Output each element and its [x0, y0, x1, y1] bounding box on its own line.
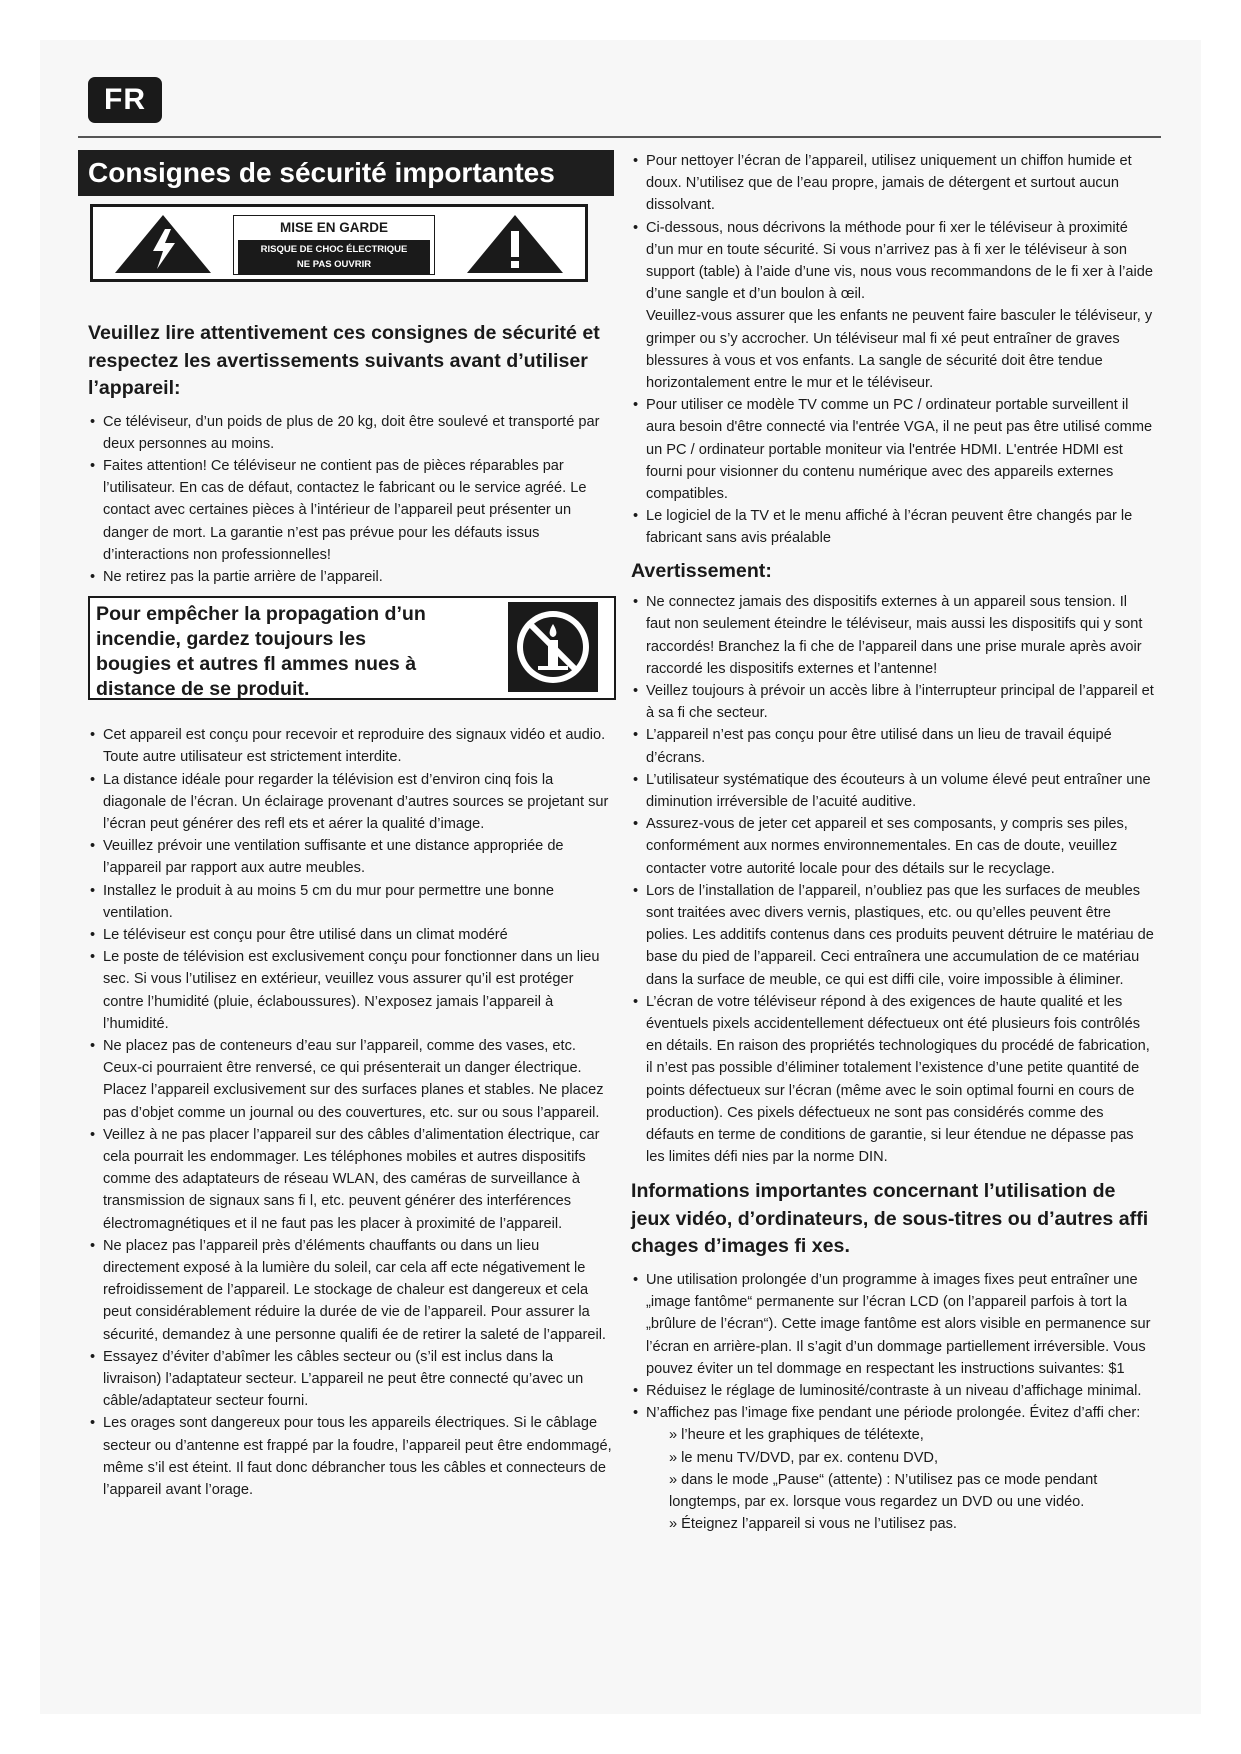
caution-text: [238, 240, 430, 274]
list-item: • Installez le produit à au moins 5 cm du mur pour permettre une bonne ventilation.: [88, 880, 615, 924]
list-item-text-extra: Veuillez-vous assurer que les enfants ne peuvent faire basculer le téléviseur, y grimper ou s’y accrocher. Un téléviseur mal fi xé peut entraîner de graves blessures à vous et vos enfants. La sangle de sécurité doit être tendue horizontalement entre le mur et le téléviseur.: [646, 308, 1153, 392]
sub-item: » dans le mode „Pause“ (attente) : N’utilisez pas ce mode pendant longtemps, par ex. lorsque vous regardez un DVD ou une vidéo.: [669, 1471, 1098, 1510]
info-sublist: [631, 1424, 1155, 1535]
list-item: • Essayez d’éviter d’abîmer les câbles secteur ou (s’il est inclus dans la livraison) l’adaptateur secteur. L’appareil ne peut être connecté qu’avec un câble/adaptateur secteur fourni.: [88, 1346, 615, 1413]
list-item: • Ne retirez pas la partie arrière de l’appareil.: [88, 566, 615, 588]
list-item: • Ne placez pas l’appareil près d’éléments chauffants ou dans un lieu directement exposé à la lumière du soleil, car cela aff ecte négativement le refroidissement de l’appareil. Le stockage de chaleur est dangereux et cela peut considérablement réduire la durée de vie de l’appareil. Pour assurer la sécurité, demandez à une personne qualifi ée de retirer la saleté de l’appareil.: [88, 1235, 615, 1346]
caution-line-2: NE PAS OUVRIR: [296, 259, 372, 270]
caution-line-1: RISQUE DE CHOC ÉLECTRIQUE: [260, 244, 408, 255]
right-column: [631, 150, 1155, 1535]
candle-notice-text: Pour empêcher la propagation d’un incendie, gardez toujours les bougies et autres fl ammes nues à distance de se produit.: [96, 603, 426, 701]
page-title: Consignes de sécurité importantes: [78, 150, 614, 196]
list-item: • Faites attention! Ce téléviseur ne contient pas de pièces réparables par l’utilisateur. En cas de défaut, contactez le fabricant ou le service agréé. Le contact avec certaines pièces à l’intérieur de l’appareil peut présenter un danger de mort. La garantie n’est pas prévue pour les défauts issus d’interactions non professionnelles!: [88, 455, 615, 566]
list-item: • Pour nettoyer l’écran de l’appareil, utilisez uniquement un chiffon humide et doux. N’utilisez que de l’eau propre, jamais de détergent et surtout aucun dissolvant.: [631, 150, 1155, 217]
lightning-warning-icon: [113, 213, 213, 275]
warning-heading: Avertissement:: [631, 559, 772, 582]
list-item: • Le poste de télévision est exclusivement conçu pour fonctionner dans un lieu sec. Si vous l’utilisez en extérieur, veuillez vous assurer qu’il est protéger contre l’humidité (pluie, éclaboussures). N’exposez jamais l’appareil à l’humidité.: [88, 946, 615, 1035]
list-item: • Une utilisation prolongée d’un programme à images fixes peut entraîner une „image fantôme“ permanente sur l’écran LCD (on l’appareil parfois à tort la „brûlure de l’écran“). Cette image fantôme est alors visible en permanence sur l’écran en arrière-plan. Il s’agit d’un dommage partiellement irréversible. Vous pouvez éviter un tel dommage en respectant les instructions suivantes: $1: [631, 1269, 1155, 1380]
warning-list: [631, 591, 1155, 1168]
safety-list-c: [631, 150, 1155, 550]
sub-item: » Éteignez l’appareil si vous ne l’utilisez pas.: [669, 1516, 957, 1533]
safety-list-a: [88, 411, 615, 589]
list-item: • L’appareil n’est pas conçu pour être utilisé dans un lieu de travail équipé d’écrans.: [631, 724, 1155, 768]
list-item: • Réduisez le réglage de luminosité/contraste à un niveau d’affichage minimal.: [631, 1380, 1155, 1402]
list-item: • Ce téléviseur, d’un poids de plus de 20 kg, doit être soulevé et transporté par deux personnes au moins.: [88, 411, 615, 455]
left-column: [80, 150, 615, 1501]
safety-list-b: [88, 724, 615, 1501]
list-item: • Veillez toujours à prévoir un accès libre à l’interrupteur principal de l’appareil et à sa fi che secteur.: [631, 680, 1155, 724]
exclamation-warning-icon: [465, 213, 565, 275]
list-item: • Le logiciel de la TV et le menu affiché à l’écran peuvent être changés par le fabricant sans avis préalable: [631, 505, 1155, 549]
info-list: [631, 1269, 1155, 1424]
list-item: [631, 217, 1155, 395]
sub-item: » l’heure et les graphiques de télétexte,: [669, 1427, 924, 1444]
list-item: • Cet appareil est conçu pour recevoir et reproduire des signaux vidéo et audio. Toute autre utilisateur est strictement interdite.: [88, 724, 615, 768]
list-item: • L’utilisateur systématique des écouteurs à un volume élevé peut entraîner une diminution irréversible de l’acuité auditive.: [631, 769, 1155, 813]
list-item: • Ne placez pas de conteneurs d’eau sur l’appareil, comme des vases, etc. Ceux-ci pourraient être renversé, ce qui présenterait un danger électrique. Placez l’appareil exclusivement sur des surfaces planes et stables. Ne placez pas d’objet comme un journal ou des couvertures, etc. sur ou sous l’appareil.: [88, 1035, 615, 1124]
candle-notice-box: [88, 596, 616, 700]
list-item: • Le téléviseur est conçu pour être utilisé dans un climat modéré: [88, 924, 615, 946]
list-item: • La distance idéale pour regarder la télévision est d’environ cinq fois la diagonale de l’écran. Un éclairage provenant d’autres sources se projetant sur l’écran peut générer des refl ets et aérer la qualité d’image.: [88, 769, 615, 836]
shock-warning-box: [90, 204, 588, 282]
list-item: • Veuillez prévoir une ventilation suffisante et une distance appropriée de l’appareil par rapport aux autre meubles.: [88, 835, 615, 879]
list-item: • N’affichez pas l’image fixe pendant une période prolongée. Évitez d’affi cher:: [631, 1402, 1155, 1424]
list-item: • Assurez-vous de jeter cet appareil et ses composants, y compris ses piles, conformément aux normes environnementales. En cas de doute, veuillez contacter votre autorité locale pour des détails sur le recyclage.: [631, 813, 1155, 880]
language-badge: FR: [88, 77, 162, 123]
intro-heading: Veuillez lire attentivement ces consignes de sécurité et respectez les avertissements suivants avant d’utiliser l’appareil:: [88, 322, 600, 399]
list-item: • Ne connectez jamais des dispositifs externes à un appareil sous tension. Il faut non seulement éteindre le téléviseur, mais aussi les dispositifs qui y sont raccordés! Branchez la fi che de l’appareil dans une prise murale après avoir raccordé les dispositifs externes et l’antenne!: [631, 591, 1155, 680]
list-item-text: • Ci-dessous, nous décrivons la méthode pour fi xer le téléviseur à proximité d’un mur en toute sécurité. Si vous n’arrivez pas à fi xer le téléviseur à son support (table) à l’aide d’une vis, nous vous recommandons de le fi xer à l’aide d’une sangle et d’un boulon à œil.: [646, 219, 1154, 303]
info-heading: Informations importantes concernant l’utilisation de jeux vidéo, d’ordinateurs, de sous-titres ou d’autres affi chages d’images fi xes.: [631, 1180, 1149, 1258]
header-rule: [78, 136, 1161, 138]
caution-heading: MISE EN GARDE: [279, 220, 388, 235]
list-item: • Les orages sont dangereux pour tous les appareils électriques. Si le câblage secteur ou d’antenne est frappé par la foudre, l’appareil peut être endommagé, même s’il est éteint. Il faut donc débrancher tous les câbles et connecteurs de l’appareil avant l’orage.: [88, 1412, 615, 1501]
list-item: • Pour utiliser ce modèle TV comme un PC / ordinateur portable surveillent il aura besoin d'être connecté via l'entrée VGA, il ne peut pas être utilisé comme un PC / ordinateur portable moniteur via l'entrée HDMI. L'entrée HDMI est fourni pour visionner du contenu numérique avec des appareils externes compatibles.: [631, 394, 1155, 505]
list-item: • L’écran de votre téléviseur répond à des exigences de haute qualité et les éventuels pixels accidentellement défectueux ont été plusieurs fois contrôlés en détails. En raison des propriétés technologiques du procédé de fabrication, il n’est pas possible d’éliminer totalement l’existence d’une petite quantité de points défectueux sur l’écran (même avec le soin optimal fourni en cours de production). Ces pixels défectueux ne sont pas considérés comme des défauts en terme de conditions de garantie, si leur étendue ne dépasse pas les limites défi nies par la norme DIN.: [631, 991, 1155, 1169]
list-item: • Veillez à ne pas placer l’appareil sur des câbles d’alimentation électrique, car cela pourrait les endommager. Les téléphones mobiles et autres dispositifs comme des adaptateurs de réseau WLAN, des caméras de surveillance à transmission de signaux sans fi l, etc. peuvent générer des interférences électromagnétiques et il ne faut pas les placer à proximité de l’appareil.: [88, 1124, 615, 1235]
caution-label: [233, 215, 435, 275]
list-item: • Lors de l’installation de l’appareil, n’oubliez pas que les surfaces de meubles sont traitées avec divers vernis, plastiques, etc. ou qu’elles peuvent être polies. Les additifs contenus dans ces produits peuvent détruire le matériau de base du pied de l’appareil. Ceci entraînera une accumulation de ce matériau dans la surface de meuble, ce qui est diffi cile, voire impossible à éliminer.: [631, 880, 1155, 991]
sub-item: » le menu TV/DVD, par ex. contenu DVD,: [669, 1449, 939, 1466]
no-candle-icon: [508, 602, 598, 692]
